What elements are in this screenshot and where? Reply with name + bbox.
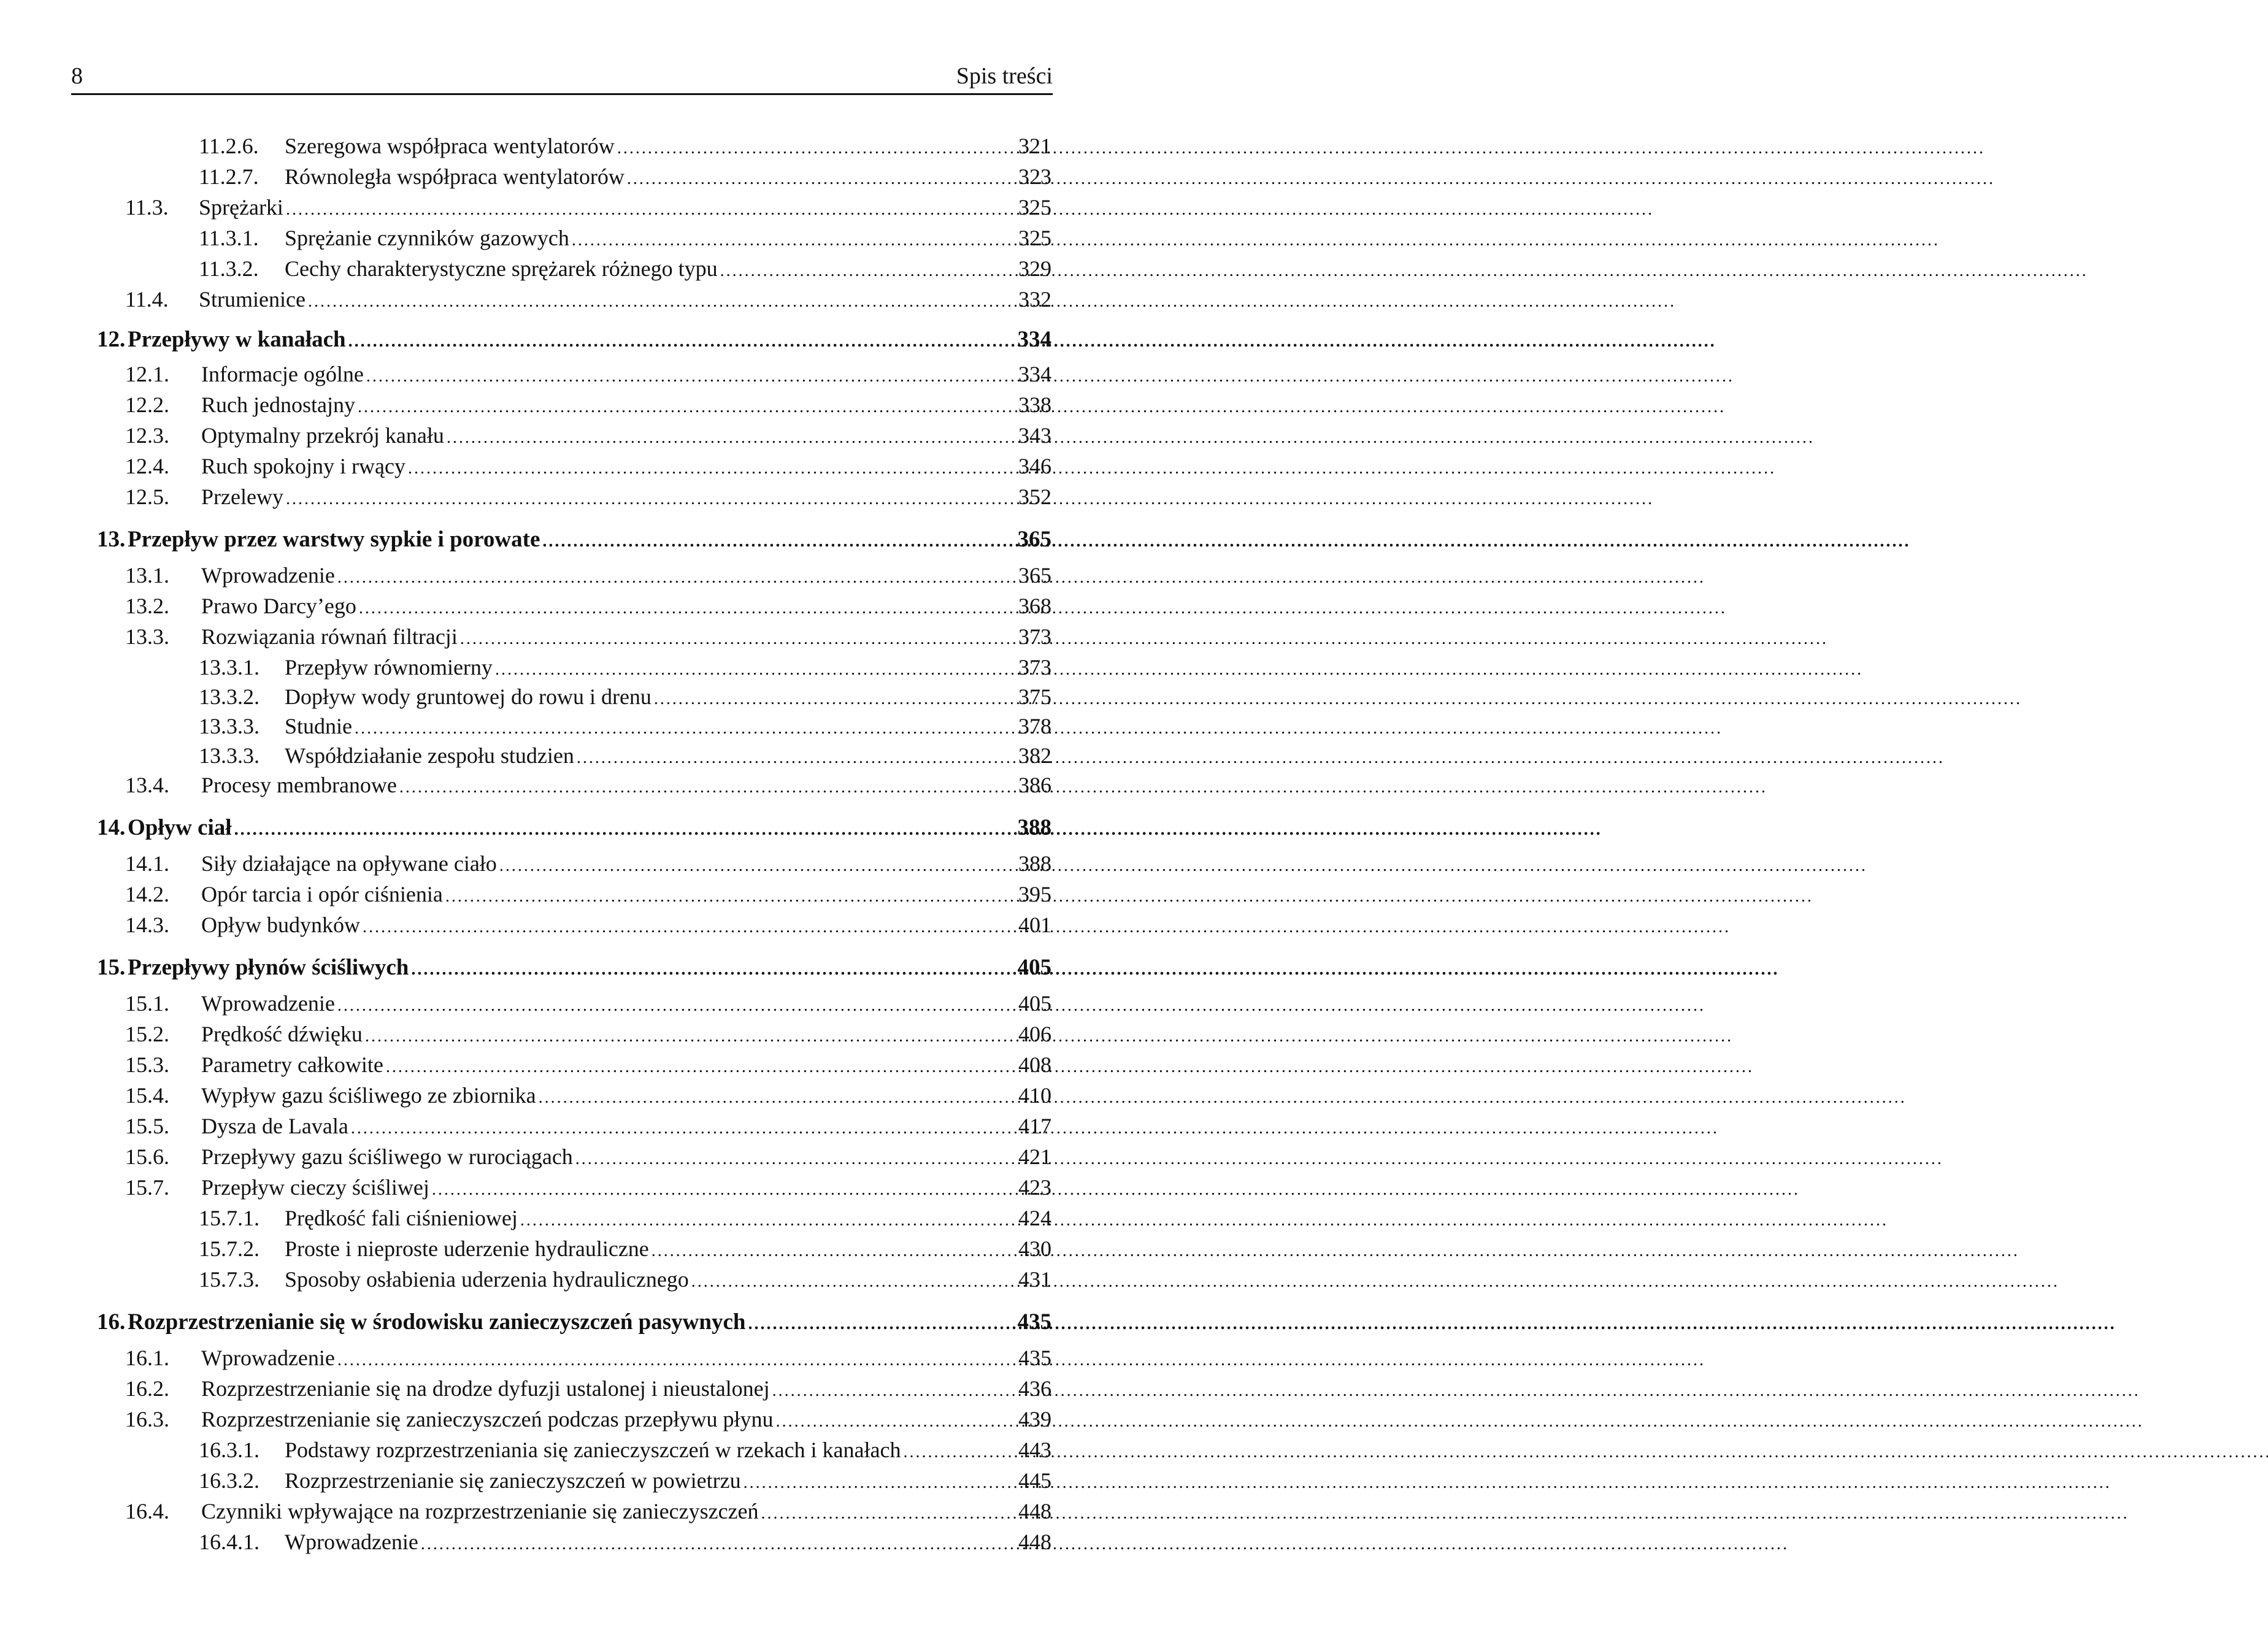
entry-title: Przepływy gazu ściśliwego w rurociągach xyxy=(201,1144,573,1169)
entry-title: Czynniki wpływające na rozprzestrzenianie się zanieczyszczeń xyxy=(201,1499,759,1523)
entry-title: Sprężarki xyxy=(199,195,283,220)
entry-page: 334 xyxy=(1018,362,1051,386)
dot-leader xyxy=(355,715,1005,742)
entry-title: Przelewy xyxy=(201,485,283,509)
dot-leader xyxy=(386,1054,1005,1081)
entry-page: 373 xyxy=(1018,655,1051,680)
dot-leader xyxy=(499,853,1005,879)
entry-title: Przepływy płynów ściśliwych xyxy=(128,955,409,980)
toc-entry[interactable] xyxy=(125,1082,1051,1109)
toc-entry[interactable] xyxy=(199,1528,1051,1555)
entry-title: Studnie xyxy=(285,714,353,738)
entry-page: 352 xyxy=(1018,485,1051,509)
dot-leader xyxy=(495,656,1005,683)
toc-entry[interactable] xyxy=(125,1113,1051,1140)
dot-leader xyxy=(761,1500,1005,1527)
entry-number: 11.2.7. xyxy=(199,164,259,189)
dot-leader xyxy=(772,1378,1005,1404)
dot-leader xyxy=(572,227,1005,254)
entry-page: 365 xyxy=(1018,563,1051,588)
dot-leader xyxy=(577,745,1005,772)
dot-leader xyxy=(542,528,1005,555)
entry-title: Parametry całkowite xyxy=(201,1052,383,1077)
entry-title: Szeregowa współpraca wentylatorów xyxy=(285,134,615,158)
entry-page: 406 xyxy=(1018,1022,1051,1046)
dot-leader xyxy=(652,1238,1005,1265)
toc-entry[interactable] xyxy=(199,1436,1051,1463)
entry-title: Wypływ gazu ściśliwego ze zbiornika xyxy=(201,1083,536,1108)
entry-title: Wprowadzenie xyxy=(201,1346,335,1370)
dot-leader xyxy=(399,774,1005,801)
dot-leader xyxy=(627,166,1005,193)
entry-title: Przepływy w kanałach xyxy=(128,327,346,352)
entry-number: 13.3.3. xyxy=(199,743,259,768)
toc-entry[interactable] xyxy=(199,683,1051,710)
toc-chapter[interactable] xyxy=(97,954,1051,981)
toc-entry[interactable] xyxy=(199,654,1051,681)
entry-page: 325 xyxy=(1018,195,1051,220)
entry-page: 439 xyxy=(1018,1407,1051,1431)
entry-number: 15.7.3. xyxy=(199,1267,259,1292)
dot-leader xyxy=(234,816,1005,843)
toc-entry[interactable] xyxy=(125,623,1051,650)
entry-number: 16.3. xyxy=(125,1407,169,1431)
entry-page: 417 xyxy=(1018,1114,1051,1138)
dot-leader xyxy=(337,1347,1005,1374)
entry-page: 323 xyxy=(1018,164,1051,189)
entry-page: 423 xyxy=(1018,1175,1051,1200)
entry-page: 401 xyxy=(1018,913,1051,937)
dot-leader xyxy=(654,686,1005,713)
entry-page: 388 xyxy=(1017,815,1051,840)
entry-number: 14.3. xyxy=(125,913,169,937)
entry-page: 332 xyxy=(1018,287,1051,312)
toc-entry[interactable] xyxy=(125,1051,1051,1078)
entry-page: 382 xyxy=(1018,743,1051,768)
entry-title: Rozprzestrzenianie się w środowisku zanieczyszczeń pasywnych xyxy=(128,1309,746,1335)
entry-page: 365 xyxy=(1017,527,1051,552)
dot-leader xyxy=(337,564,1005,591)
entry-title: Przepływ przez warstwy sypkie i porowate xyxy=(128,527,540,552)
entry-title: Proste i nieproste uderzenie hydrauliczne xyxy=(285,1236,649,1261)
entry-title: Równoległa współpraca wentylatorów xyxy=(285,164,625,189)
entry-number: 15.6. xyxy=(125,1144,169,1169)
entry-title: Ruch jednostajny xyxy=(201,393,355,417)
toc-entry[interactable] xyxy=(125,850,1051,877)
entry-page: 435 xyxy=(1018,1346,1051,1370)
entry-number: 13.3. xyxy=(125,624,169,649)
dot-leader xyxy=(447,424,1005,451)
toc-entry[interactable] xyxy=(125,772,1051,799)
toc-entry[interactable] xyxy=(199,1205,1051,1232)
entry-title: Przepływ cieczy ściśliwej xyxy=(201,1175,429,1200)
entry-title: Opór tarcia i opór ciśnienia xyxy=(201,882,443,906)
entry-page: 334 xyxy=(1017,327,1051,352)
dot-leader xyxy=(617,135,1005,162)
entry-page: 343 xyxy=(1018,423,1051,448)
toc-entry[interactable] xyxy=(125,483,1051,510)
toc-entry[interactable] xyxy=(125,286,1051,313)
entry-page: 443 xyxy=(1018,1438,1051,1462)
entry-page: 430 xyxy=(1018,1236,1051,1261)
toc-entry[interactable] xyxy=(125,1406,1051,1433)
dot-leader xyxy=(366,363,1005,390)
toc-chapter[interactable] xyxy=(97,814,1051,841)
dot-leader xyxy=(411,956,1005,983)
toc-entry[interactable] xyxy=(125,562,1051,589)
dot-leader xyxy=(286,486,1005,513)
toc-entry[interactable] xyxy=(199,224,1051,251)
entry-page: 321 xyxy=(1018,134,1051,158)
toc-entry[interactable] xyxy=(125,1498,1051,1525)
entry-title: Procesy membranowe xyxy=(201,773,397,797)
entry-page: 338 xyxy=(1018,393,1051,417)
entry-page: 408 xyxy=(1018,1052,1051,1077)
dot-leader xyxy=(445,883,1005,910)
toc-entry[interactable] xyxy=(199,1235,1051,1262)
toc-entry[interactable] xyxy=(125,1174,1051,1201)
entry-title: Rozprzestrzenianie się zanieczyszczeń podczas przepływu płynu xyxy=(201,1407,774,1431)
entry-number: 16. xyxy=(97,1309,126,1335)
entry-page: 368 xyxy=(1018,594,1051,618)
entry-title: Optymalny przekrój kanału xyxy=(201,423,444,448)
entry-number: 12. xyxy=(97,327,126,352)
entry-page: 435 xyxy=(1017,1309,1051,1335)
page-number: 8 xyxy=(71,63,83,89)
entry-number: 11.4. xyxy=(125,287,169,312)
entry-title: Prędkość fali ciśnieniowej xyxy=(285,1206,518,1230)
entry-number: 13. xyxy=(97,527,126,552)
toc-chapter[interactable] xyxy=(97,1309,1051,1336)
entry-page: 421 xyxy=(1018,1144,1051,1169)
entry-title: Prawo Darcy’ego xyxy=(201,594,356,618)
entry-title: Dopływ wody gruntowej do rowu i drenu xyxy=(285,684,652,709)
entry-title: Strumienice xyxy=(199,287,306,312)
entry-page: 431 xyxy=(1018,1267,1051,1292)
dot-leader xyxy=(748,1311,1005,1338)
entry-page: 448 xyxy=(1018,1530,1051,1554)
toc-entry[interactable] xyxy=(125,391,1051,418)
entry-page: 346 xyxy=(1018,454,1051,478)
entry-title: Informacje ogólne xyxy=(201,362,364,386)
entry-number: 13.3.2. xyxy=(199,684,259,709)
toc-entry[interactable] xyxy=(125,881,1051,908)
entry-title: Rozprzestrzenianie się na drodze dyfuzji ustalonej i nieustalonej xyxy=(201,1376,770,1401)
dot-leader xyxy=(351,1115,1005,1142)
entry-title: Sprężanie czynników gazowych xyxy=(285,226,569,250)
toc-entry[interactable] xyxy=(125,361,1051,388)
dot-leader xyxy=(776,1408,1005,1435)
entry-title: Rozprzestrzenianie się zanieczyszczeń w powietrzu xyxy=(285,1468,741,1493)
toc-entry[interactable] xyxy=(125,194,1051,221)
toc-entry[interactable] xyxy=(125,1375,1051,1402)
entry-title: Cechy charakterystyczne sprężarek różnego typu xyxy=(285,256,718,281)
entry-number: 15. xyxy=(97,955,126,980)
entry-number: 12.3. xyxy=(125,423,169,448)
toc-entry[interactable] xyxy=(199,713,1051,740)
dot-leader xyxy=(575,1146,1005,1173)
entry-page: 386 xyxy=(1018,773,1051,797)
entry-title: Prędkość dźwięku xyxy=(201,1022,363,1046)
entry-page: 405 xyxy=(1017,955,1051,980)
dot-leader xyxy=(286,196,1005,223)
toc-entry[interactable] xyxy=(125,453,1051,480)
dot-leader xyxy=(363,914,1005,941)
entry-number: 12.4. xyxy=(125,454,169,478)
entry-title: Dysza de Lavala xyxy=(201,1114,348,1138)
entry-title: Przepływ równomierny xyxy=(285,655,493,680)
entry-number: 13.3.3. xyxy=(199,714,259,738)
entry-number: 12.5. xyxy=(125,485,169,509)
entry-page: 445 xyxy=(1018,1468,1051,1493)
entry-page: 395 xyxy=(1018,882,1051,906)
entry-page: 436 xyxy=(1018,1376,1051,1401)
entry-title: Wprowadzenie xyxy=(201,563,335,588)
entry-number: 16.3.2. xyxy=(199,1468,259,1493)
entry-number: 15.7.1. xyxy=(199,1206,259,1230)
entry-title: Siły działające na opływane ciało xyxy=(201,851,497,876)
entry-number: 16.4. xyxy=(125,1499,169,1523)
toc-entry[interactable] xyxy=(125,1143,1051,1170)
entry-number: 16.3.1. xyxy=(199,1438,259,1462)
toc-entry[interactable] xyxy=(199,255,1051,282)
dot-leader xyxy=(408,455,1005,482)
entry-number: 14.2. xyxy=(125,882,169,906)
entry-page: 378 xyxy=(1018,714,1051,738)
entry-page: 375 xyxy=(1018,684,1051,709)
toc-chapter[interactable] xyxy=(97,326,1051,353)
toc-entry[interactable] xyxy=(125,1021,1051,1048)
entry-page: 329 xyxy=(1018,256,1051,281)
dot-leader xyxy=(432,1176,1005,1203)
entry-title: Współdziałanie zespołu studzien xyxy=(285,743,574,768)
entry-title: Wprowadzenie xyxy=(201,991,335,1016)
dot-leader xyxy=(365,1023,1005,1050)
toc-entry[interactable] xyxy=(125,592,1051,619)
entry-number: 13.4. xyxy=(125,773,169,797)
entry-number: 15.1. xyxy=(125,991,169,1016)
toc-entry[interactable] xyxy=(199,1266,1051,1293)
entry-title: Wprowadzenie xyxy=(285,1530,418,1554)
entry-page: 388 xyxy=(1018,851,1051,876)
entry-title: Ruch spokojny i rwący xyxy=(201,454,406,478)
dot-leader xyxy=(691,1268,1005,1295)
dot-leader xyxy=(460,626,1005,653)
table-of-contents xyxy=(0,0,1074,1640)
toc-entry[interactable] xyxy=(199,1467,1051,1494)
entry-number: 15.5. xyxy=(125,1114,169,1138)
entry-page: 405 xyxy=(1018,991,1051,1016)
entry-page: 424 xyxy=(1018,1206,1051,1230)
dot-leader xyxy=(358,394,1005,421)
dot-leader xyxy=(308,288,1005,315)
entry-number: 13.3.1. xyxy=(199,655,259,680)
dot-leader xyxy=(348,328,1005,355)
dot-leader xyxy=(720,258,1005,285)
entry-number: 11.3.2. xyxy=(199,256,259,281)
dot-leader xyxy=(903,1439,1005,1466)
entry-title: Opływ ciał xyxy=(128,815,232,840)
entry-number: 16.2. xyxy=(125,1376,169,1401)
entry-number: 16.4.1. xyxy=(199,1530,259,1554)
dot-leader xyxy=(520,1207,1005,1234)
entry-page: 325 xyxy=(1018,226,1051,250)
dot-leader xyxy=(744,1469,1005,1496)
entry-page: 373 xyxy=(1018,624,1051,649)
dot-leader xyxy=(359,595,1005,622)
entry-number: 11.2.6. xyxy=(199,134,259,158)
entry-title: Opływ budynków xyxy=(201,913,360,937)
entry-number: 15.4. xyxy=(125,1083,169,1108)
entry-title: Rozwiązania równań filtracji xyxy=(201,624,458,649)
entry-number: 12.1. xyxy=(125,362,169,386)
toc-chapter[interactable] xyxy=(97,526,1051,553)
entry-page: 410 xyxy=(1018,1083,1051,1108)
entry-number: 14. xyxy=(97,815,126,840)
entry-page: 448 xyxy=(1018,1499,1051,1523)
entry-number: 14.1. xyxy=(125,851,169,876)
entry-title: Sposoby osłabienia uderzenia hydraulicznego xyxy=(285,1267,689,1292)
entry-number: 16.1. xyxy=(125,1346,169,1370)
toc-entry[interactable] xyxy=(125,422,1051,449)
dot-leader xyxy=(337,992,1005,1019)
dot-leader xyxy=(539,1084,1005,1111)
toc-entry[interactable] xyxy=(199,132,1051,159)
toc-entry[interactable] xyxy=(125,1344,1051,1371)
entry-title: Podstawy rozprzestrzeniania się zanieczyszczeń w rzekach i kanałach xyxy=(285,1438,901,1462)
toc-entry[interactable] xyxy=(199,742,1051,769)
toc-entry[interactable] xyxy=(125,911,1051,938)
entry-number: 13.1. xyxy=(125,563,169,588)
entry-number: 11.3.1. xyxy=(199,226,259,250)
entry-number: 15.2. xyxy=(125,1022,169,1046)
entry-number: 13.2. xyxy=(125,594,169,618)
toc-entry[interactable] xyxy=(199,163,1051,190)
entry-number: 11.3. xyxy=(125,195,169,220)
running-title: Spis treści xyxy=(956,63,1053,89)
entry-number: 15.3. xyxy=(125,1052,169,1077)
entry-number: 15.7. xyxy=(125,1175,169,1200)
dot-leader xyxy=(421,1531,1005,1558)
toc-entry[interactable] xyxy=(125,990,1051,1017)
entry-number: 12.2. xyxy=(125,393,169,417)
entry-number: 15.7.2. xyxy=(199,1236,259,1261)
